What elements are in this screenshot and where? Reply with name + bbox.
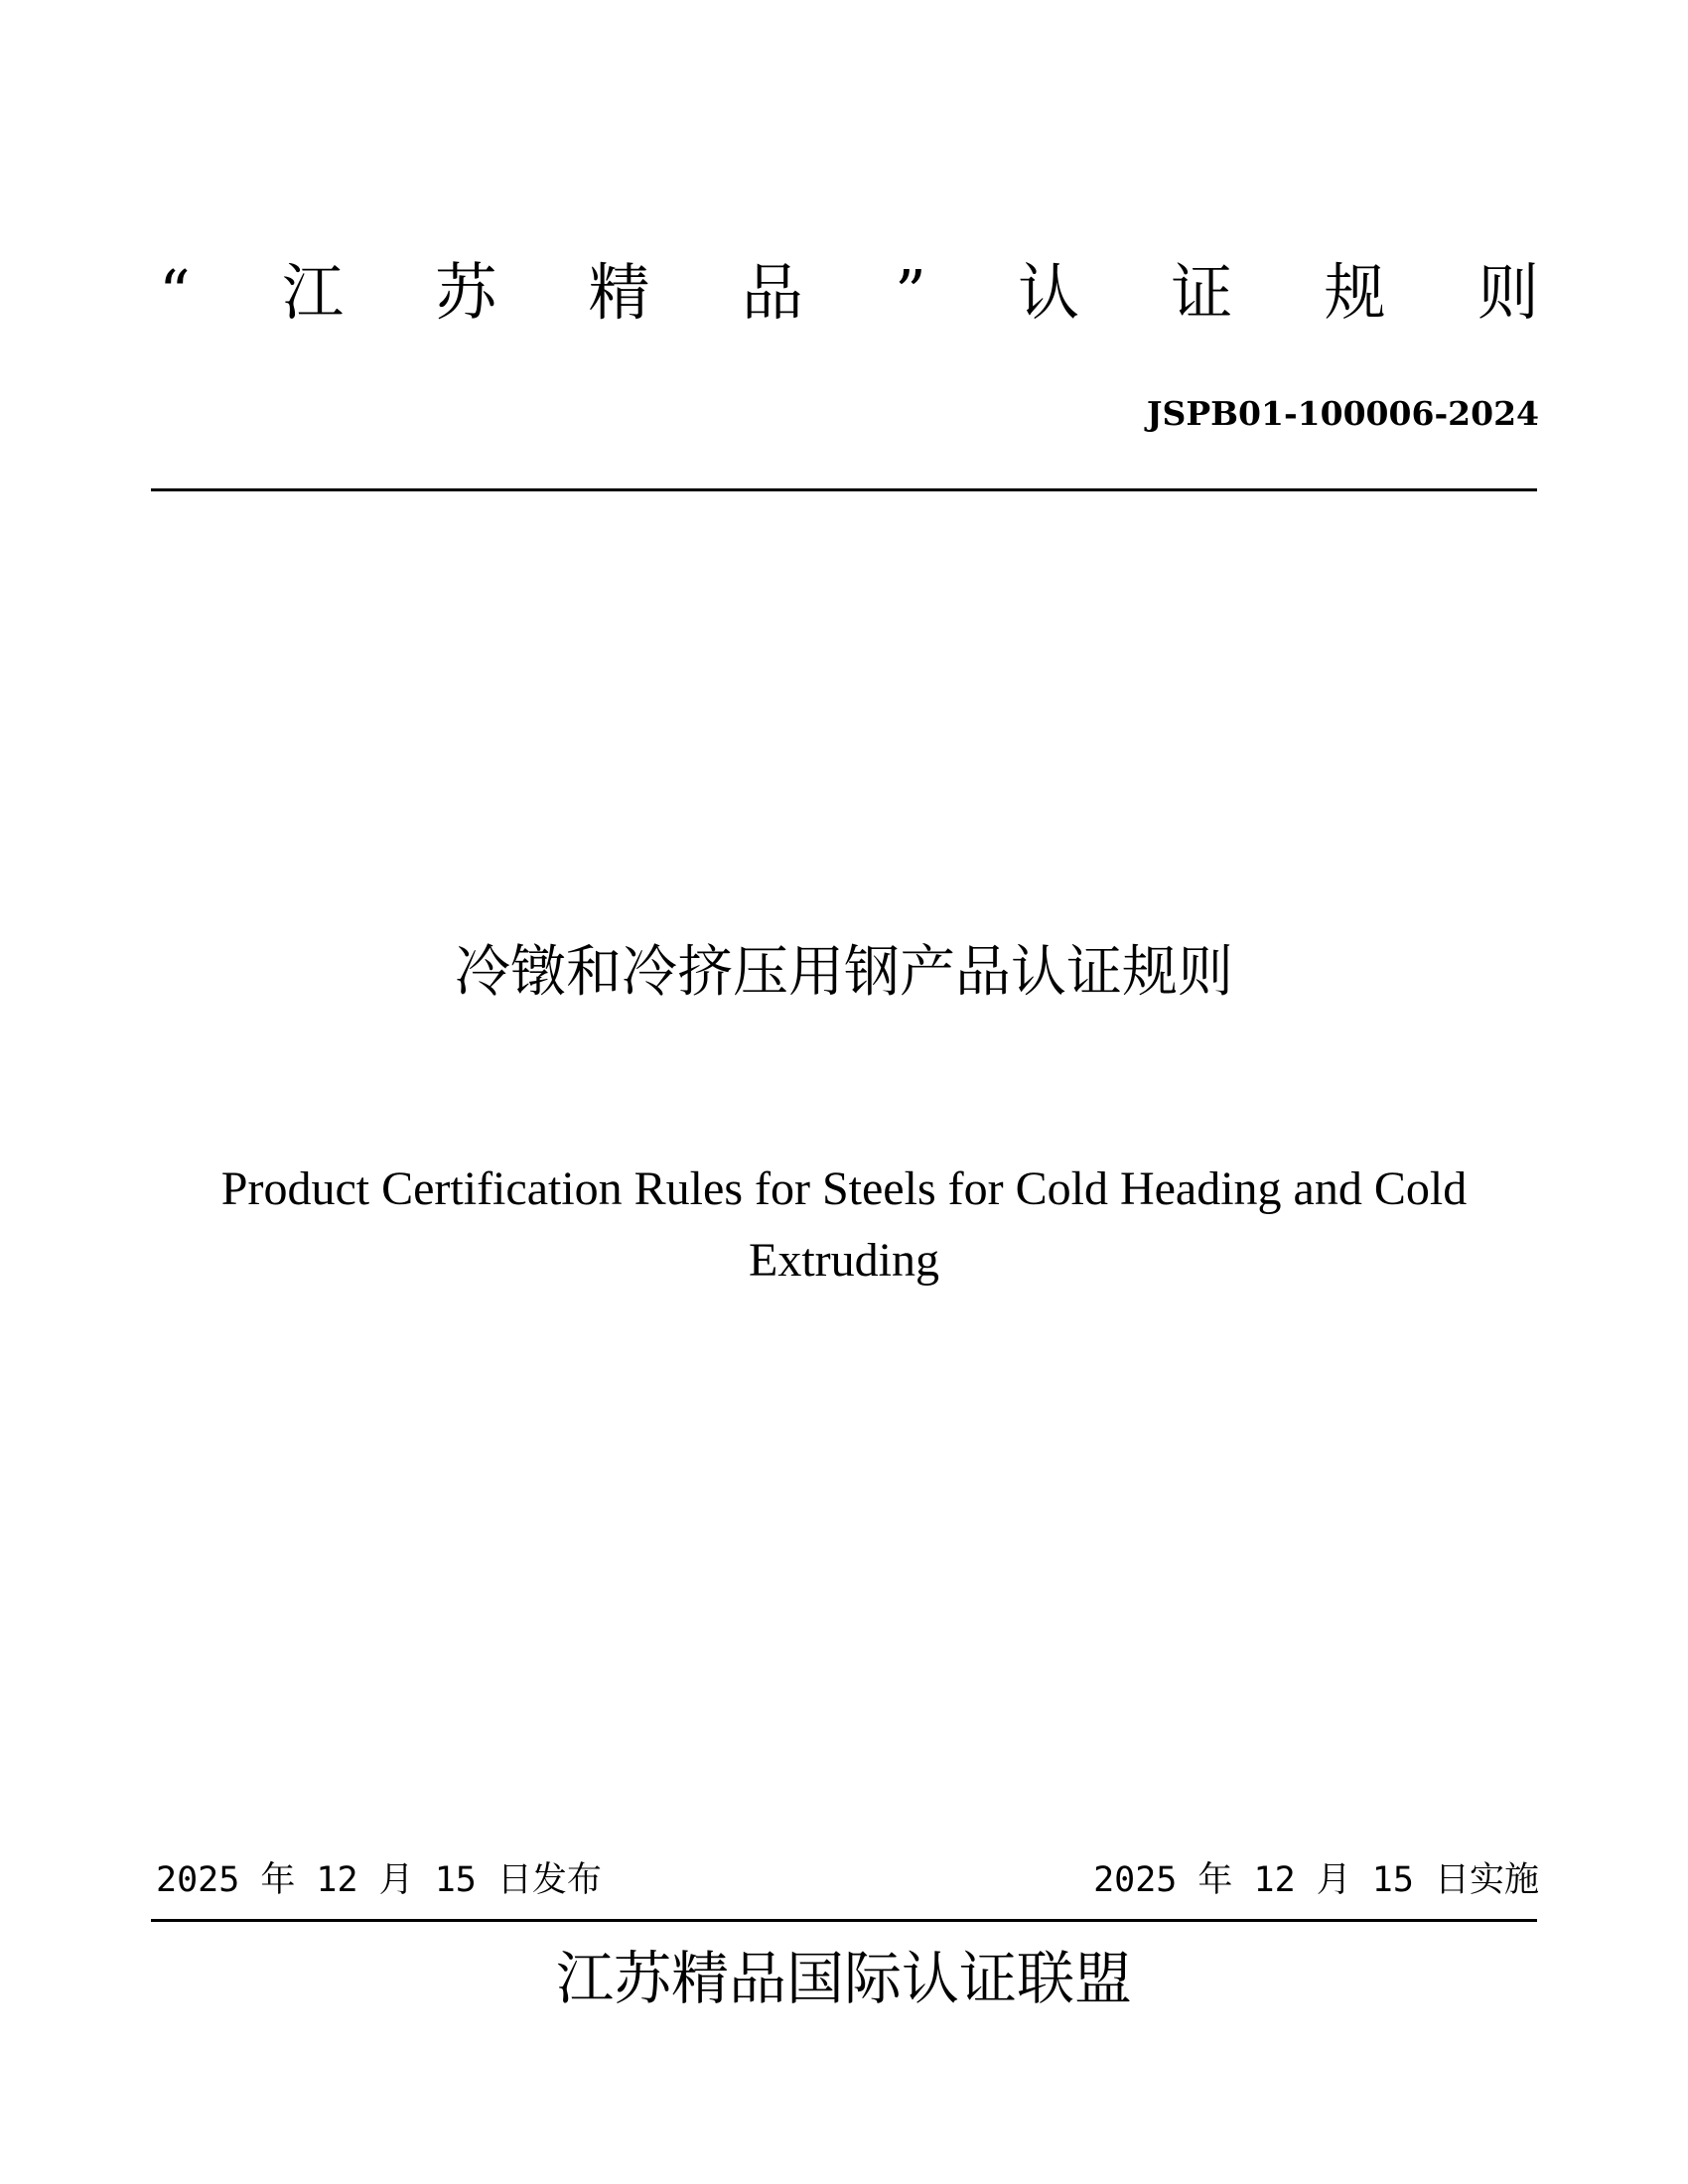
publish-date: 2025 年 12 月 15 日发布 [156,1860,602,1900]
doc-type-char: ” [895,256,926,329]
issuing-organization: 江苏精品国际认证联盟 [555,1945,1132,2012]
bottom-divider [151,1919,1537,1922]
doc-type-char: 苏 [435,256,497,329]
doc-type-char: 江 [281,256,344,329]
doc-type-char: 精 [588,256,650,329]
doc-type-char: “ [159,256,191,329]
document-code: JSPB01-100006-2024 [1146,394,1539,433]
top-divider [151,488,1537,491]
date-row [156,1854,1539,1906]
english-title: Product Certification Rules for Steels for Cold Heading and Cold Extruding [220,1162,1468,1287]
doc-type-char: 证 [1171,256,1233,329]
implement-date: 2025 年 12 月 15 日实施 [1093,1860,1539,1900]
doc-type-char: 规 [1324,256,1386,329]
doc-type-char: 则 [1477,256,1539,329]
chinese-title: 冷镦和冷挤压用钢产品认证规则 [455,940,1233,1005]
doc-type-char: 认 [1018,256,1080,329]
doc-type-char: 品 [741,256,803,329]
document-type-title [159,248,1539,338]
